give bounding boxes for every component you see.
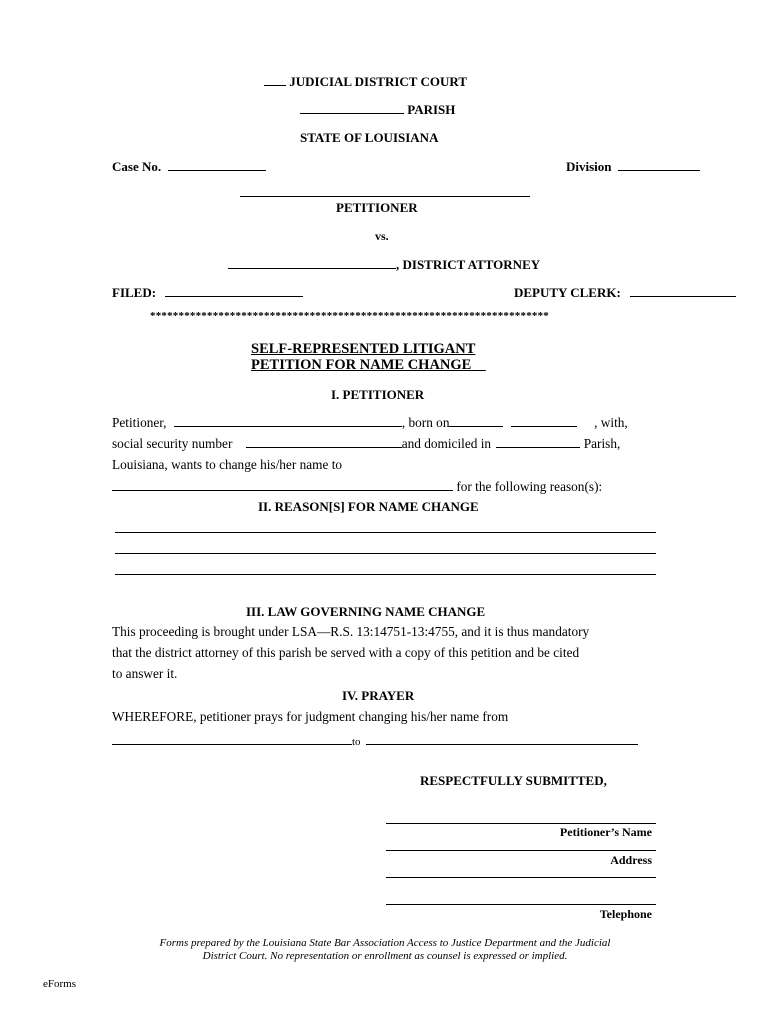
- division-label: Division: [566, 159, 612, 174]
- born-on-label: , born on: [401, 415, 450, 430]
- filed-blank[interactable]: [165, 285, 303, 297]
- court-label: JUDICIAL DISTRICT COURT: [289, 74, 467, 89]
- current-name-blank[interactable]: [112, 733, 352, 745]
- parish-blank[interactable]: [300, 102, 404, 114]
- law-paragraph-line2: that the district attorney of this parish be served with a copy of this petition and be cited: [112, 645, 580, 660]
- requested-name-blank[interactable]: [366, 733, 638, 745]
- prayer-line1: WHEREFORE, petitioner prays for judgment changing his/her name from: [112, 709, 509, 724]
- with-label: , with,: [594, 415, 628, 430]
- district-attorney-label: , DISTRICT ATTORNEY: [396, 257, 541, 272]
- section-prayer-heading: IV. PRAYER: [342, 688, 415, 703]
- district-attorney-caption: [228, 257, 540, 271]
- section-reasons-heading: II. REASON[S] FOR NAME CHANGE: [258, 499, 479, 514]
- petitioner-line: [112, 415, 628, 429]
- filed-label: FILED:: [112, 285, 157, 300]
- domicile-parish-blank[interactable]: [496, 436, 580, 448]
- ssn-label: social security number: [112, 436, 233, 451]
- law-paragraph-line1: This proceeding is brought under LSA—R.S. 13:14751-13:4755, and it is thus mandatory: [112, 624, 590, 639]
- law-paragraph-line3: to answer it.: [112, 666, 178, 681]
- case-no-blank[interactable]: [168, 159, 266, 171]
- case-number: [112, 159, 266, 173]
- ssn-blank[interactable]: [246, 436, 402, 448]
- eforms-brand: eForms: [43, 978, 76, 990]
- versus-label: vs.: [375, 229, 389, 243]
- section-law-heading: III. LAW GOVERNING NAME CHANGE: [246, 604, 486, 619]
- petitioner-name-caption: Petitioner’s Name: [559, 825, 652, 839]
- parish-label: PARISH: [407, 102, 456, 117]
- form-title-line2: PETITION FOR NAME CHANGE: [251, 357, 472, 373]
- new-name-blank[interactable]: [112, 479, 453, 491]
- address-line-2[interactable]: [386, 877, 656, 878]
- address-line-1[interactable]: [386, 850, 656, 851]
- district-attorney-blank[interactable]: [228, 257, 396, 269]
- disclaimer: [100, 937, 670, 963]
- petitioner-name-blank[interactable]: [174, 415, 402, 427]
- parish-suffix-label: Parish,: [583, 436, 621, 451]
- deputy-clerk-label: DEPUTY CLERK:: [514, 285, 621, 300]
- judicial-district-blank[interactable]: [264, 74, 286, 86]
- form-title-line1: SELF-REPRESENTED LITIGANT: [251, 341, 476, 357]
- telephone-caption: Telephone: [599, 907, 652, 921]
- disclaimer-line2: District Court. No representation or enrollment as counsel is expressed or implied.: [202, 950, 568, 962]
- birth-date-blank-2[interactable]: [511, 415, 577, 427]
- parish-heading: [300, 102, 455, 116]
- filed-field: [112, 285, 303, 299]
- ssn-line: [112, 436, 620, 450]
- case-no-label: Case No.: [112, 159, 162, 174]
- petitioner-label: Petitioner,: [112, 415, 167, 430]
- new-name-intro: Louisiana, wants to change his/her name to: [112, 457, 343, 472]
- telephone-line[interactable]: [386, 904, 656, 905]
- reason-line-3[interactable]: [115, 574, 656, 575]
- domiciled-label: and domiciled in: [401, 436, 492, 451]
- petitioner-name-signature-line[interactable]: [386, 823, 656, 824]
- disclaimer-line1: Forms prepared by the Louisiana State Bar Association Access to Justice Department and the Judicial: [159, 937, 611, 949]
- separator-asterisks: **********************************************************************: [150, 310, 549, 322]
- court-heading: [264, 74, 467, 88]
- reasons-label: for the following reason(s):: [456, 479, 603, 494]
- state-heading: STATE OF LOUISIANA: [300, 130, 439, 145]
- petitioner-name-line[interactable]: [240, 196, 530, 197]
- deputy-clerk-field: [514, 285, 736, 299]
- petitioner-caption: PETITIONER: [336, 200, 418, 215]
- birth-date-blank-1[interactable]: [449, 415, 503, 427]
- address-caption: Address: [610, 853, 652, 867]
- to-label: to: [352, 736, 361, 748]
- reason-line-1[interactable]: [115, 532, 656, 533]
- section-petitioner-heading: I. PETITIONER: [331, 387, 425, 402]
- division: [566, 159, 700, 173]
- division-blank[interactable]: [618, 159, 700, 171]
- prayer-names-line: [112, 733, 638, 748]
- deputy-clerk-blank[interactable]: [630, 285, 736, 297]
- respectfully-submitted: RESPECTFULLY SUBMITTED,: [420, 773, 607, 788]
- reason-line-2[interactable]: [115, 553, 656, 554]
- new-name-line: [112, 479, 602, 493]
